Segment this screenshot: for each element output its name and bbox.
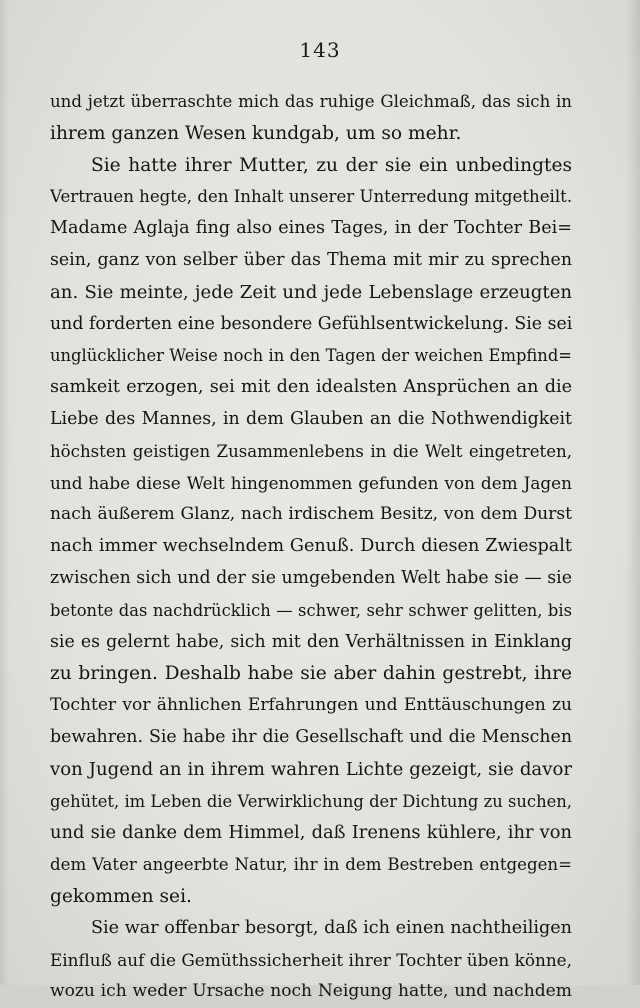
text-line: dem Vater angeerbte Natur, ihr in dem Bestreben entgegen= (50, 855, 572, 875)
text-line: Tochter vor ähnlichen Erfahrungen und Enttäuschungen zu (50, 695, 572, 716)
text-line: sie es gelernt habe, sich mit den Verhältnissen in Einklang (50, 631, 572, 652)
text-line: nach immer wechselndem Genuß. Durch diesen Zwiespalt (50, 536, 572, 557)
text-line: bewahren. Sie habe ihr die Gesellschaft und die Menschen (50, 726, 572, 747)
text-line: und sie danke dem Himmel, daß Irenens kühlere, ihr von (50, 822, 572, 844)
page-number: 143 (299, 38, 341, 62)
text-line: gehütet, im Leben die Verwirklichung der Dichtung zu suchen, (50, 791, 572, 811)
body-text (50, 86, 572, 1008)
text-line: betonte das nachdrücklich — schwer, sehr schwer gelitten, bis (50, 600, 572, 620)
text-line: zwischen sich und der sie umgebenden Welt habe sie — sie (50, 567, 572, 588)
text-line: gekommen sei. (50, 885, 192, 907)
text-line: unglücklicher Weise noch in den Tagen der weichen Empfind= (50, 346, 572, 366)
text-line: samkeit erzogen, sei mit den idealsten Ansprüchen an die (50, 377, 572, 398)
text-line: Sie hatte ihrer Mutter, zu der sie ein unbedingtes (91, 154, 572, 176)
text-line: ihrem ganzen Wesen kundgab, um so mehr. (50, 122, 462, 144)
text-line: wozu ich weder Ursache noch Neigung hatte, und nachdem (50, 981, 572, 1002)
text-line: Madame Aglaja fing also eines Tages, in der Tochter Bei= (50, 218, 572, 239)
text-line: höchsten geistigen Zusammenlebens in die Welt eingetreten, (50, 441, 572, 461)
page-right-shading (626, 0, 640, 985)
text-line: zu bringen. Deshalb habe sie aber dahin gestrebt, ihre (50, 663, 572, 685)
text-line: und habe diese Welt hingenommen gefunden von dem Jagen (50, 472, 572, 493)
text-line: und jetzt überraschte mich das ruhige Gleichmaß, das sich in (50, 92, 572, 111)
text-line: Einfluß auf die Gemüthssicherheit ihrer Tochter üben könne, (50, 949, 572, 970)
page-left-shading (0, 0, 10, 985)
text-line: nach äußerem Glanz, nach irdischem Besitz, von dem Durst (50, 504, 572, 525)
text-line: und forderten eine besondere Gefühlsentwickelung. Sie sei (50, 313, 572, 334)
text-line: Sie war offenbar besorgt, daß ich einen nachtheiligen (91, 917, 572, 938)
text-line: Vertrauen hegte, den Inhalt unserer Unterredung mitgetheilt. (50, 187, 572, 207)
text-line: an. Sie meinte, jede Zeit und jede Lebenslage erzeugten (50, 281, 572, 303)
text-line: sein, ganz von selber über das Thema mit mir zu sprechen (50, 249, 572, 270)
text-line: von Jugend an in ihrem wahren Lichte gezeigt, sie davor (50, 758, 572, 780)
text-line: Liebe des Mannes, in dem Glauben an die Nothwendigkeit (50, 408, 572, 429)
